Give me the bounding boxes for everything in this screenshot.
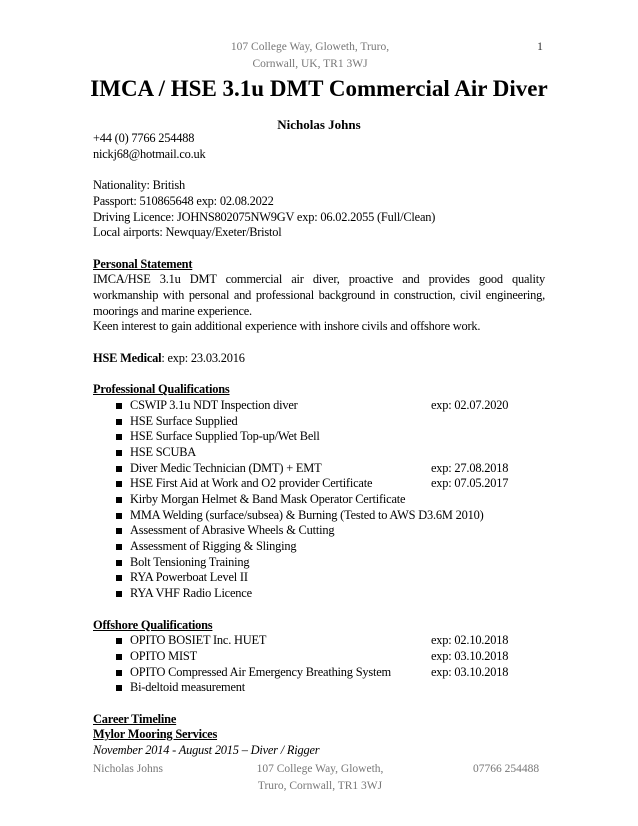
qualification-expiry: exp: 02.10.2018 <box>431 633 509 648</box>
bullet-square-icon <box>116 450 122 456</box>
qualification-item <box>93 680 545 696</box>
qualification-item <box>93 492 545 508</box>
bullet-square-icon <box>116 419 122 425</box>
bullet-square-icon <box>116 670 122 676</box>
footer-address-line2: Truro, Cornwall, TR1 3WJ <box>257 780 383 792</box>
qualification-item <box>93 570 545 586</box>
qualification-text: RYA VHF Radio Licence <box>130 586 252 601</box>
qualification-text: CSWIP 3.1u NDT Inspection diver <box>130 397 298 412</box>
bullet-square-icon <box>116 544 122 550</box>
qualification-text: MMA Welding (surface/subsea) & Burning (Tested to AWS D3.6M 2010) <box>130 507 484 522</box>
qualification-text: Diver Medic Technician (DMT) + EMT <box>130 460 322 475</box>
qualification-text: Assessment of Abrasive Wheels & Cutting <box>130 523 335 538</box>
document-title: IMCA / HSE 3.1u DMT Commercial Air Diver <box>90 76 548 101</box>
qualification-expiry: exp: 27.08.2018 <box>431 460 509 475</box>
contact-phone: +44 (0) 7766 254488 <box>93 131 195 145</box>
header-address-line2: Cornwall, UK, TR1 3WJ <box>252 58 368 70</box>
qualification-expiry: exp: 03.10.2018 <box>431 664 509 679</box>
candidate-name: Nicholas Johns <box>277 117 361 132</box>
career-timeline-heading: Career Timeline <box>93 711 177 726</box>
qualification-text: Bi-deltoid measurement <box>130 680 245 695</box>
qualification-text: HSE First Aid at Work and O2 provider Certificate <box>130 476 373 491</box>
offshore-qualifications-heading: Offshore Qualifications <box>93 617 213 632</box>
document-body <box>93 131 545 759</box>
qualification-text: OPITO Compressed Air Emergency Breathing System <box>130 664 391 679</box>
driving-licence: Driving Licence: JOHNS802075NW9GV exp: 06.02.2055 (Full/Clean) <box>93 209 436 224</box>
professional-qualifications-heading: Professional Qualifications <box>93 382 230 397</box>
bullet-square-icon <box>116 575 122 581</box>
qualification-item <box>93 429 545 445</box>
qualification-text: HSE Surface Supplied <box>130 413 238 428</box>
hse-medical-value: : exp: 23.03.2016 <box>161 350 245 365</box>
footer-address-line1: 107 College Way, Gloweth, <box>256 763 384 775</box>
bullet-square-icon <box>116 528 122 534</box>
qualification-item <box>93 665 545 681</box>
qualification-text: HSE Surface Supplied Top-up/Wet Bell <box>130 429 320 444</box>
employment-period: November 2014 - August 2015 – Diver / Rigger <box>93 743 320 758</box>
bullet-square-icon <box>116 654 122 660</box>
page-footer <box>0 761 638 801</box>
footer-name: Nicholas Johns <box>93 763 163 775</box>
local-airports: Local airports: Newquay/Exeter/Bristol <box>93 225 282 240</box>
qualification-item <box>93 633 545 649</box>
bullet-square-icon <box>116 560 122 566</box>
bullet-square-icon <box>116 403 122 409</box>
personal-statement-interest: Keen interest to gain additional experience with inshore civils and offshore work. <box>93 319 481 334</box>
page-number: 1 <box>537 39 543 53</box>
bullet-square-icon <box>116 434 122 440</box>
nationality: Nationality: British <box>93 178 186 193</box>
hse-medical-label: HSE Medical <box>93 350 162 365</box>
personal-statement-text: IMCA/HSE 3.1u DMT commercial air diver, proactive and provides good quality workmanship with personal and professional background in construction, civil engineering, moorings and marine experience. <box>93 272 545 318</box>
qualification-item <box>93 414 545 430</box>
qualification-text: OPITO BOSIET Inc. HUET <box>130 633 267 648</box>
qualification-item <box>93 508 545 524</box>
qualification-item <box>93 461 545 477</box>
bullet-square-icon <box>116 513 122 519</box>
footer-address <box>230 761 410 795</box>
qualification-item <box>93 445 545 461</box>
qualification-item <box>93 555 545 571</box>
qualification-text: RYA Powerboat Level II <box>130 570 248 585</box>
professional-qualifications-list <box>93 398 545 602</box>
header-address-line1: 107 College Way, Gloweth, Truro, <box>230 41 390 53</box>
bullet-square-icon <box>116 481 122 487</box>
bullet-square-icon <box>116 466 122 472</box>
personal-statement-heading: Personal Statement <box>93 256 193 271</box>
bullet-square-icon <box>116 638 122 644</box>
contact-email: nickj68@hotmail.co.uk <box>93 146 206 161</box>
employer-name: Mylor Mooring Services <box>93 727 218 742</box>
qualification-item <box>93 398 545 414</box>
hse-medical <box>93 351 545 367</box>
qualification-item <box>93 586 545 602</box>
header-address <box>180 39 440 73</box>
passport: Passport: 510865648 exp: 02.08.2022 <box>93 193 274 208</box>
qualification-item <box>93 476 545 492</box>
offshore-qualifications-list <box>93 633 545 696</box>
qualification-text: Assessment of Rigging & Slinging <box>130 539 297 554</box>
page-header <box>0 39 638 75</box>
bullet-square-icon <box>116 685 122 691</box>
footer-phone: 07766 254488 <box>473 763 540 775</box>
qualification-expiry: exp: 03.10.2018 <box>431 648 509 663</box>
bullet-square-icon <box>116 497 122 503</box>
qualification-text: Bolt Tensioning Training <box>130 554 250 569</box>
qualification-item <box>93 649 545 665</box>
qualification-text: OPITO MIST <box>130 648 197 663</box>
qualification-item <box>93 523 545 539</box>
qualification-text: Kirby Morgan Helmet & Band Mask Operator Certificate <box>130 492 406 507</box>
bullet-square-icon <box>116 591 122 597</box>
qualification-item <box>93 539 545 555</box>
qualification-expiry: exp: 02.07.2020 <box>431 397 509 412</box>
qualification-expiry: exp: 07.05.2017 <box>431 476 509 491</box>
qualification-text: HSE SCUBA <box>130 444 197 459</box>
